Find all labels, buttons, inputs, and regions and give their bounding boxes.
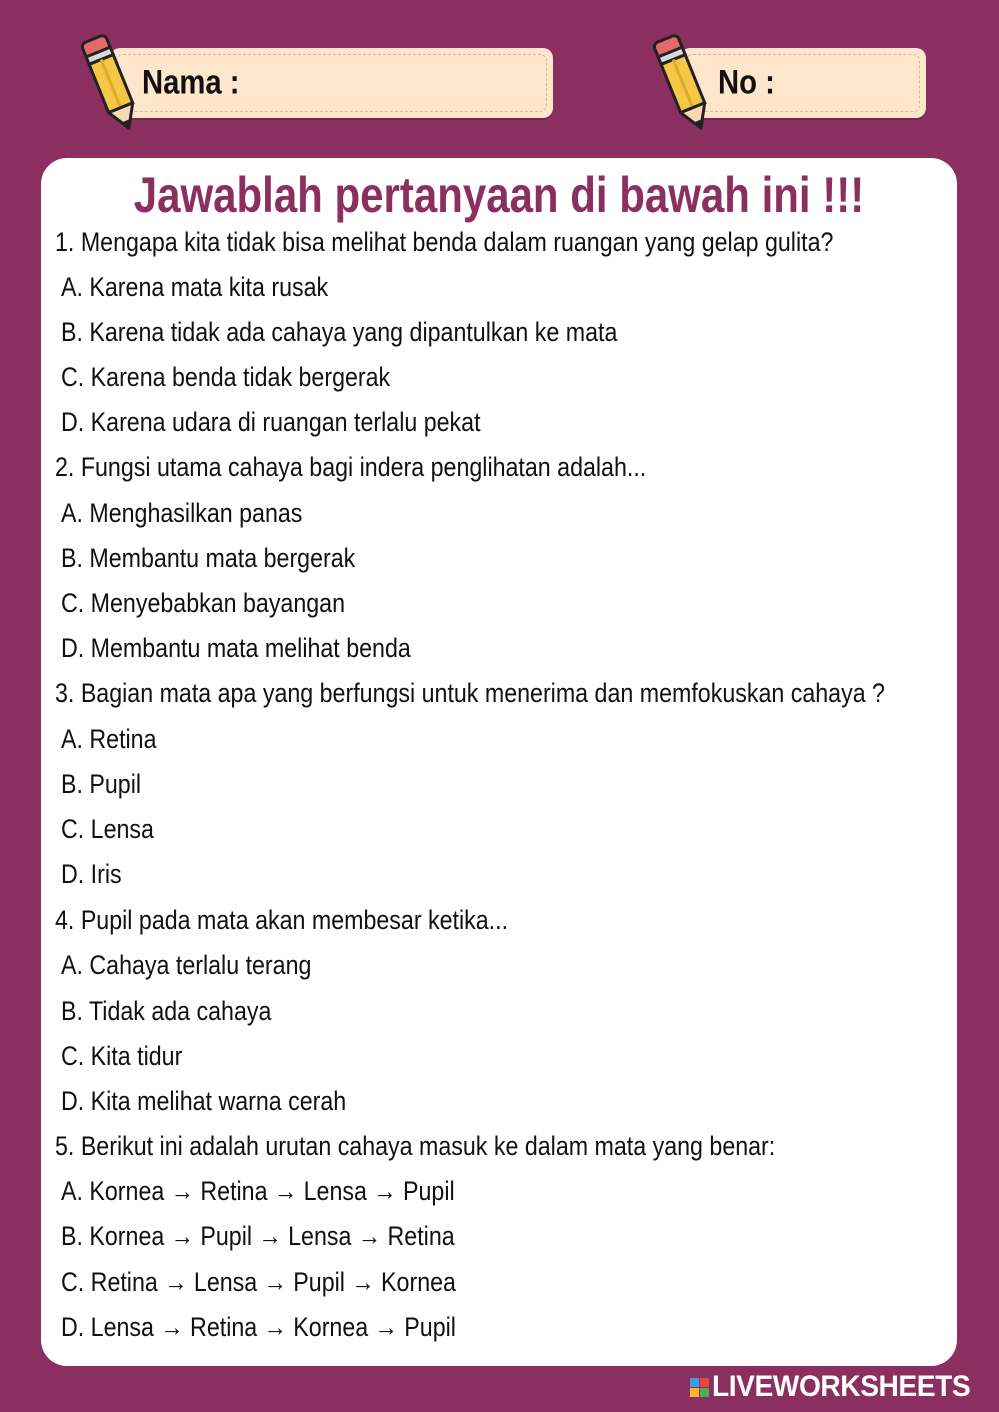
name-label: Nama : xyxy=(142,63,240,102)
q5-option-b[interactable]: B. Kornea → Pupil → Lensa → Retina xyxy=(61,1221,455,1251)
pencil-icon xyxy=(78,30,142,138)
question-1: 1. Mengapa kita tidak bisa melihat benda dalam ruangan yang gelap gulita? xyxy=(55,227,834,257)
question-card xyxy=(41,158,957,1366)
q5-option-a[interactable]: A. Kornea → Retina → Lensa → Pupil xyxy=(61,1176,455,1206)
q3-option-c[interactable]: C. Lensa xyxy=(61,814,154,844)
q2-option-c[interactable]: C. Menyebabkan bayangan xyxy=(61,588,346,618)
brand-name: LIVEWORKSHEETS xyxy=(712,1370,971,1403)
q4-option-b[interactable]: B. Tidak ada cahaya xyxy=(61,996,272,1026)
q5-option-c[interactable]: C. Retina → Lensa → Pupil → Kornea xyxy=(61,1267,456,1297)
question-2: 2. Fungsi utama cahaya bagi indera penglihatan adalah... xyxy=(55,452,647,482)
q3-option-b[interactable]: B. Pupil xyxy=(61,769,142,799)
q1-option-b[interactable]: B. Karena tidak ada cahaya yang dipantulkan ke mata xyxy=(61,317,618,347)
q2-option-d[interactable]: D. Membantu mata melihat benda xyxy=(61,633,411,663)
q2-option-a[interactable]: A. Menghasilkan panas xyxy=(61,498,303,528)
q3-option-a[interactable]: A. Retina xyxy=(61,724,157,754)
question-5: 5. Berikut ini adalah urutan cahaya masuk ke dalam mata yang benar: xyxy=(55,1131,776,1161)
q4-option-c[interactable]: C. Kita tidur xyxy=(61,1041,183,1071)
liveworksheets-logo[interactable] xyxy=(690,1372,987,1402)
question-4: 4. Pupil pada mata akan membesar ketika... xyxy=(55,905,509,935)
q2-option-b[interactable]: B. Membantu mata bergerak xyxy=(61,543,356,573)
pencil-icon xyxy=(650,30,714,138)
q1-option-c[interactable]: C. Karena benda tidak bergerak xyxy=(61,362,391,392)
name-field[interactable] xyxy=(110,48,553,118)
q3-option-d[interactable]: D. Iris xyxy=(61,859,122,889)
q1-option-a[interactable]: A. Karena mata kita rusak xyxy=(61,272,329,302)
q4-option-a[interactable]: A. Cahaya terlalu terang xyxy=(61,950,312,980)
q4-option-d[interactable]: D. Kita melihat warna cerah xyxy=(61,1086,347,1116)
number-field[interactable] xyxy=(680,48,926,118)
number-label: No : xyxy=(718,63,775,102)
page-title: Jawablah pertanyaan di bawah ini !!! xyxy=(133,167,865,223)
question-3: 3. Bagian mata apa yang berfungsi untuk menerima dan memfokuskan cahaya ? xyxy=(55,678,885,708)
q1-option-d[interactable]: D. Karena udara di ruangan terlalu pekat xyxy=(61,407,481,437)
logo-icon xyxy=(690,1378,709,1397)
q5-option-d[interactable]: D. Lensa → Retina → Kornea → Pupil xyxy=(61,1312,456,1342)
